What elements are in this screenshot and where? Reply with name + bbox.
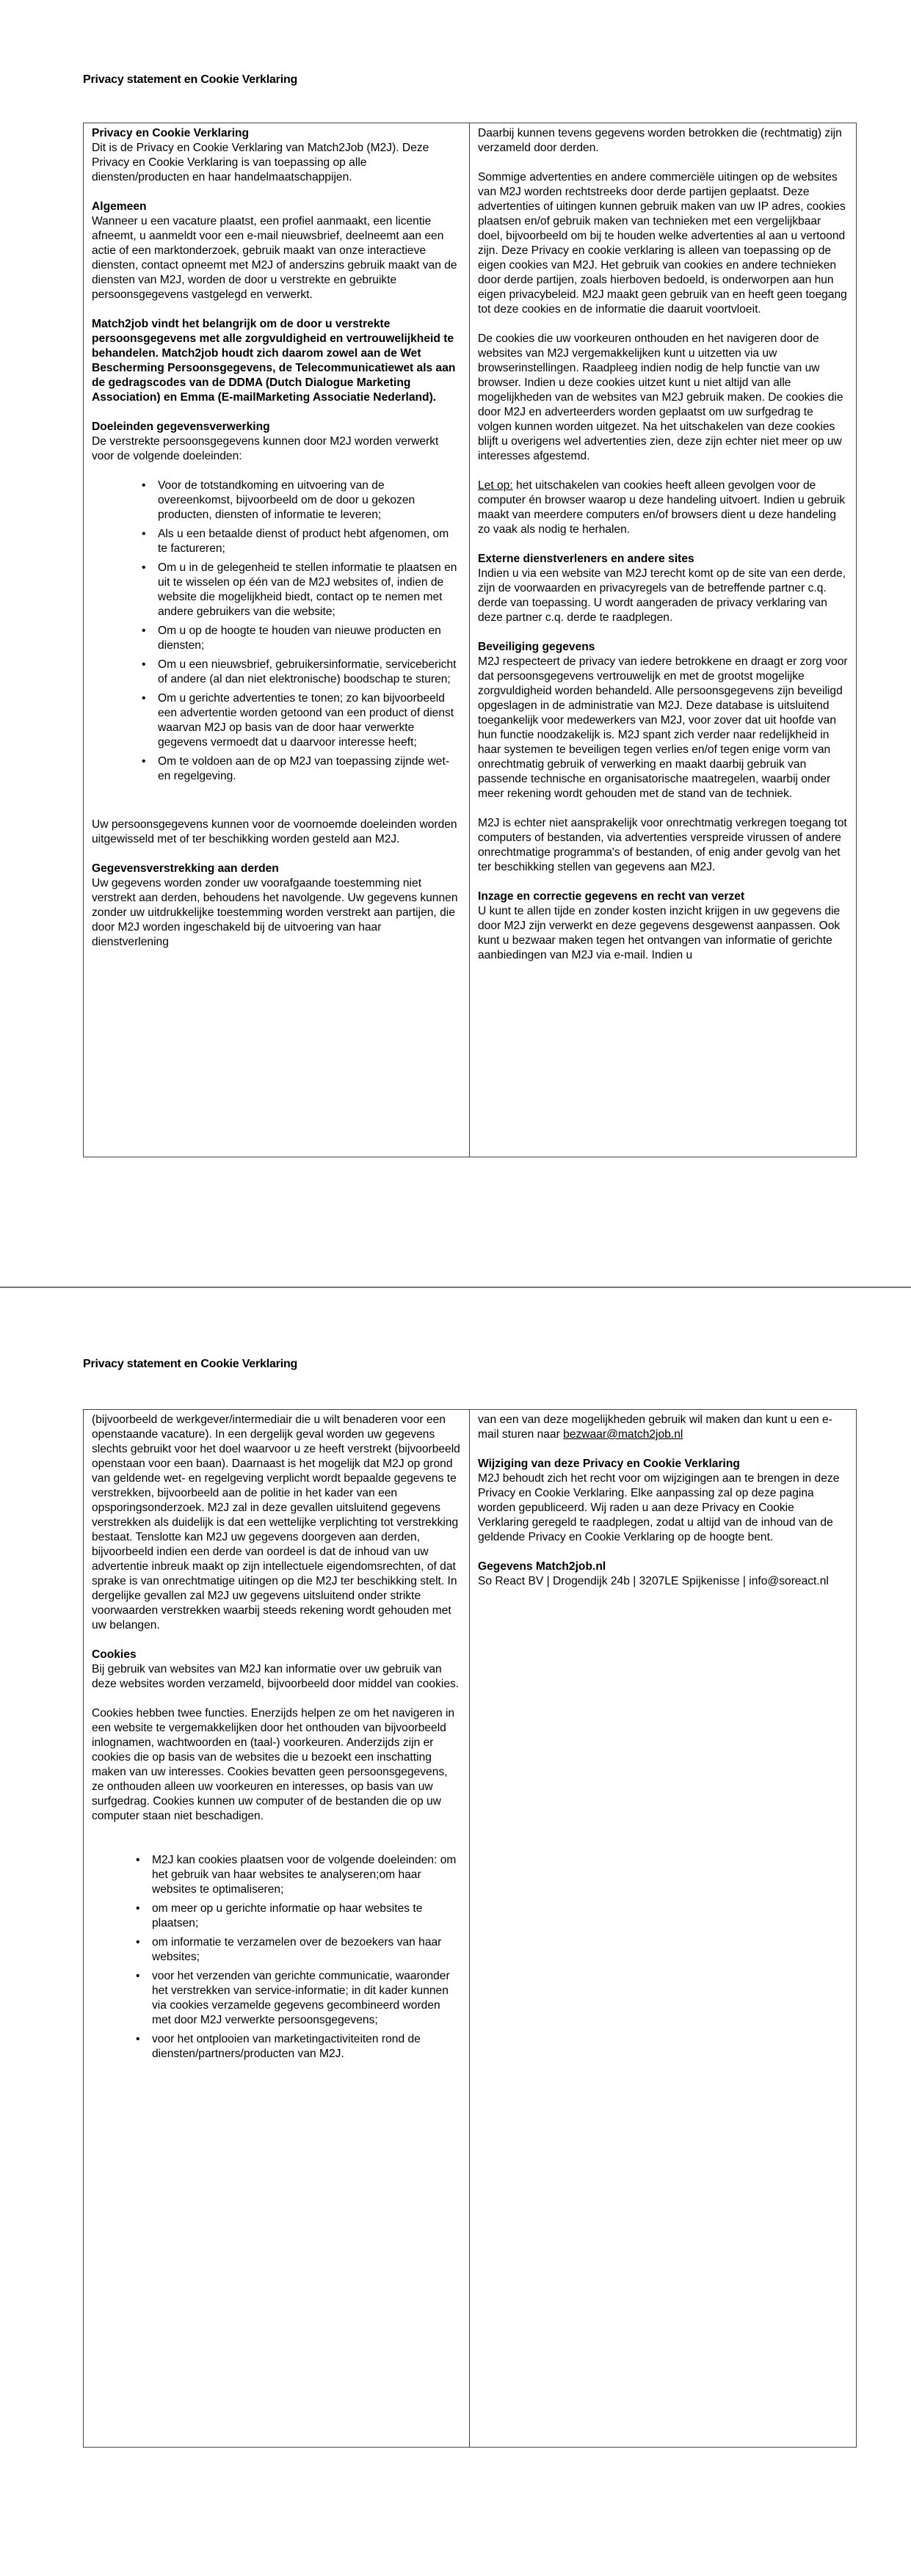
intro-paragraph: Dit is de Privacy en Cookie Verklaring van Match2Job (M2J). Deze Privacy en Cookie Verklaring is van toepassing op alle diensten/producten en haar handelmaatschappijen. bbox=[92, 142, 429, 183]
note-paragraph bbox=[478, 479, 848, 537]
bullet-icon: • bbox=[142, 625, 146, 637]
note-text: het uitschakelen van cookies heeft alleen gevolgen voor de computer én browser waarop u deze handeling uitvoert. Indien u gebruik maakt van meerdere computers en/of browsers dient u deze handeling zo vaak als nodig te herhalen. bbox=[478, 479, 846, 536]
third-parties-continued: (bijvoorbeeld de werkgever/intermediair die u wilt benaderen voor een openstaande vacature). In een dergelijk geval worden uw gegevens slechts gebruikt voor het doel waarvoor u ze heeft verstrekt (bijvoorbeeld openstaan voor een baan). Daarnaast is het mogelijk dat M2J op grond van geldende wet- en regelgeving verplicht wordt bepaalde gegevens te verstrekken, bijvoorbeeld aan de politie in het kader van een opsporingsonderzoek. M2J zal in deze gevallen uitsluitend gegevens verstrekken als duidelijk is dat een wettelijke verplichting tot verstrekking bestaat. Tenslotte kan M2J uw gegevens doorgeven aan derden, bijvoorbeeld indien een derde van oordeel is dat de inhoud van uw advertentie inbreuk maakt op zijn intellectuele eigendomsrechten, of dat sprake is van onrechtmatige uitingen op die M2J ter beschikking stelt. In dergelijke gevallen zal M2J uw gegevens uitsluitend onder strikte voorwaarden verstrekken waarbij steeds rekening wordt gehouden met uw belangen. bbox=[92, 1413, 460, 1631]
bullet-icon: • bbox=[136, 1970, 140, 1982]
bullet-icon: • bbox=[142, 561, 146, 574]
bullet-icon: • bbox=[142, 755, 146, 768]
contact-details: So React BV | Drogendijk 24b | 3207LE Spijkenisse | info@soreact.nl bbox=[478, 1575, 829, 1587]
right-column bbox=[470, 1410, 856, 2447]
changes-paragraph: M2J behoudt zich het recht voor om wijzigingen aan te brengen in deze Privacy en Cookie Verklaring. Elke aanpassing zal op deze pagina worden gepubliceerd. Wij raden u aan deze Privacy en Cookie Verklaring geregeld te raadplegen, zodat u altijd van de inhoud van de geldende Privacy en Cookie Verklaring op de hoogte bent. bbox=[478, 1472, 840, 1543]
list-item: • Als u een betaalde dienst of product hebt afgenomen, om te factureren; bbox=[142, 528, 449, 555]
list-item: • Om te voldoen aan de op M2J van toepassing zijnde wet- en regelgeving. bbox=[142, 755, 450, 782]
list-item: • voor het ontplooien van marketingactiviteiten rond de diensten/partners/producten van M2J. bbox=[136, 2033, 421, 2060]
left-column bbox=[84, 123, 470, 1157]
list-item: • Om u een nieuwsbrief, gebruikersinformatie, servicebericht of andere (al dan niet elektronische) boodschap te sturen; bbox=[142, 658, 457, 685]
page-header: Privacy statement en Cookie Verklaring bbox=[83, 1358, 298, 1370]
advertising-paragraph: Sommige advertenties en andere commerciële uitingen op de websites van M2J worden rechtstreeks door derde partijen geplaatst. Deze advertenties of uitingen kunnen gebruik maken van uw IP adres, cookies plaatsen en/of gebruik maken van technieken met een vergelijkbaar doel, bijvoorbeeld om bij te houden welke advertenties al aan u vertoond zijn. Deze Privacy en cookie verklaring is alleen van toepassing op de eigen cookies van M2J. Het gebruik van cookies en andere technieken door derde partijen, zoals hierboven bedoeld, is onderworpen aan hun eigen privacybeleid. M2J maakt geen gebruik van en heeft geen toegang tot deze cookies en de informatie die daaruit voortvloeit. bbox=[478, 171, 847, 316]
bullet-icon: • bbox=[142, 528, 146, 540]
changes-heading: Wijziging van deze Privacy en Cookie Verklaring bbox=[478, 1458, 740, 1470]
list-item: • om informatie te verzamelen over de bezoekers van haar websites; bbox=[136, 1936, 442, 1963]
bullet-icon: • bbox=[136, 1902, 140, 1915]
contact-heading: Gegevens Match2job.nl bbox=[478, 1560, 606, 1573]
bullet-icon: • bbox=[142, 479, 146, 492]
external-heading: Externe dienstverleners en andere sites bbox=[478, 553, 694, 565]
content-table bbox=[83, 1409, 857, 2448]
title-heading: Privacy en Cookie Verklaring bbox=[92, 127, 250, 139]
access-paragraph: U kunt te allen tijde en zonder kosten inzicht krijgen in uw gegevens die door M2J zijn verwerkt en deze gegevens desgewenst aanpassen. Ook kunt u bezwaar maken tegen het ontvangen van informatie of gerichte aanbiedingen van M2J via e-mail. Indien u bbox=[478, 905, 841, 961]
list-item: • Om u op de hoogte te houden van nieuwe producten en diensten; bbox=[142, 625, 441, 652]
cookies-functions-paragraph: Cookies hebben twee functies. Enerzijds helpen ze om het navigeren in een website te vergemakkelijken door het onthouden van bijvoorbeeld inlognamen, wachtwoorden en (taal-) voorkeuren. Anderzijds zijn er cookies die op basis van de websites die u bezoekt een inschatting maken van uw interesses. Cookies bevatten geen persoonsgegevens, ze onthouden alleen uw voorkeuren en interesses, op basis van uw surfgedrag. Cookies kunnen uw computer of de bestanden die op uw computer staan niet beschadigen. bbox=[92, 1707, 455, 1822]
security-heading: Beveiliging gegevens bbox=[478, 641, 595, 653]
list-item: • voor het verzenden van gerichte communicatie, waaronder het verstrekken van service-informatie; in dit kader kunnen via cookies verzamelde gegevens gecombineerd worden met door M2J verwerkte persoonsgegevens; bbox=[136, 1970, 450, 2026]
purposes-heading: Doeleinden gegevensverwerking bbox=[92, 421, 270, 433]
bullet-icon: • bbox=[136, 2033, 140, 2045]
third-parties-paragraph: Uw gegevens worden zonder uw voorafgaande toestemming niet verstrekt aan derden, behoudens het navolgende. Uw gegevens kunnen zonder uw uitdrukkelijke toestemming worden verstrekt aan partijen, die door M2J worden ingeschakeld bij de uitvoering van haar dienstverlening bbox=[92, 877, 458, 948]
content-table bbox=[83, 123, 857, 1157]
right-column bbox=[470, 123, 856, 1157]
cookies-paragraph: Bij gebruik van websites van M2J kan informatie over uw gebruik van deze websites worden verzameld, bijvoorbeeld door middel van cookies. bbox=[92, 1663, 460, 1690]
general-paragraph: Wanneer u een vacature plaatst, een profiel aanmaakt, een licentie afneemt, u aanmeldt voor een e-mail nieuwsbrief, deelneemt aan een actie of een marktonderzoek, gebruik maakt van onze interactieve diensten, contact opneemt met M2J of anderszins gebruik maakt van de diensten van M2J, worden de door u verstrekte en gebruikte persoonsgegevens vastgelegd en verwerkt. bbox=[92, 215, 457, 301]
list-item: • Voor de totstandkoming en uitvoering van de overeenkomst, bijvoorbeeld om de door u gekozen producten, diensten of informatie te leveren; bbox=[142, 479, 415, 521]
security-paragraph: M2J respecteert de privacy van iedere betrokkene en draagt er zorg voor dat persoonsgegevens vertrouwelijk en met de grootst mogelijke zorgvuldigheid worden behandeld. Alle persoonsgegevens zijn beveiligd opgeslagen in de administratie van M2J. Deze database is uitsluitend toegankelijk voor medewerkers van M2J, voor zover dat uit hoofde van hun functie noodzakelijk is. M2J spant zich verder naar redelijkheid in haar systemen te beveiligen tegen verlies en/of tegen enige vorm van onrechtmatig gebruik of verwerking en maakt daarbij gebruik van passende technische en organisatorische maatregelen, waarbij onder meer rekening wordt gehouden met de stand van de techniek. bbox=[478, 655, 848, 800]
bullet-icon: • bbox=[142, 692, 146, 705]
cookies-list bbox=[92, 1853, 461, 2062]
paragraph: Daarbij kunnen tevens gegevens worden betrokken die (rechtmatig) zijn verzameld door derden. bbox=[478, 127, 842, 154]
list-item: • Om u gerichte advertenties te tonen; zo kan bijvoorbeeld een advertentie worden getoond van een product of dienst waarvan M2J op basis van de door haar verwerkte gegevens vermoedt dat u daarvoor interesse heeft; bbox=[142, 692, 454, 749]
bullet-icon: • bbox=[136, 1854, 140, 1866]
bullet-icon: • bbox=[142, 658, 146, 671]
cookie-settings-paragraph: De cookies die uw voorkeuren onthouden en het navigeren door de websites van M2J vergemakkelijken kunt u uitzetten via uw browserinstellingen. Raadpleeg indien nodig de help functie van uw browser. Indien u deze cookies uitzet kunt u niet altijd van alle mogelijkheden van de websites van M2J gebruik maken. De cookies die door M2J en adverteerders worden geplaatst om uw surfgedrag te volgen kunnen worden uitgezet. Na het uitschakelen van deze cookies blijft u overigens wel advertenties zien, deze zijn echter niet meer op uw interesses afgestemd. bbox=[478, 332, 843, 462]
left-column bbox=[84, 1410, 470, 2447]
bold-statement: Match2job vindt het belangrijk om de door u verstrekte persoonsgegevens met alle zorgvuldigheid en vertrouwelijkheid te behandelen. Match2job houdt zich daarom zowel aan de Wet Bescherming Persoonsgegevens, de Telecommunicatiewet als aan de gedragscodes van de DDMA (Dutch Dialogue Marketing Association) en Emma (E-mailMarketing Associatie Nederland). bbox=[92, 318, 456, 404]
page-header: Privacy statement en Cookie Verklaring bbox=[83, 73, 298, 86]
list-item: • M2J kan cookies plaatsen voor de volgende doeleinden: om het gebruik van haar websites te analyseren;om haar websites te optimaliseren; bbox=[136, 1854, 457, 1896]
general-heading: Algemeen bbox=[92, 200, 147, 213]
third-parties-heading: Gegevensverstrekking aan derden bbox=[92, 862, 279, 875]
list-item: • Om u in de gelegenheid te stellen informatie te plaatsen en uit te wisselen op één van de M2J websites of, indien de website die mogelijkheid biedt, contact op te nemen met andere gebruikers van die website; bbox=[142, 561, 457, 618]
page-2 bbox=[0, 1288, 911, 2576]
purposes-intro: De verstrekte persoonsgegevens kunnen door M2J worden verwerkt voor de volgende doeleinden: bbox=[92, 435, 439, 462]
access-heading: Inzage en correctie gegevens en recht van verzet bbox=[478, 890, 745, 903]
purposes-outro: Uw persoonsgegevens kunnen voor de voornoemde doeleinden worden uitgewisseld met of ter beschikking worden gesteld aan M2J. bbox=[92, 818, 457, 845]
list-item: • om meer op u gerichte informatie op haar websites te plaatsen; bbox=[136, 1902, 423, 1929]
access-continued: van een van deze mogelijkheden gebruik wil maken dan kunt u een e-mail sturen naar bezwaar@match2job.nl bbox=[478, 1413, 832, 1441]
email-link[interactable]: bezwaar@match2job.nl bbox=[563, 1428, 683, 1441]
bullet-icon: • bbox=[136, 1936, 140, 1949]
purposes-list bbox=[92, 479, 461, 784]
note-label: Let op: bbox=[478, 479, 513, 492]
liability-paragraph: M2J is echter niet aansprakelijk voor onrechtmatig verkregen toegang tot computers of bestanden, via advertenties verspreide virussen of andere onrechtmatige programma's of bestanden, of enig ander gevolg van het ter beschikking stellen van gegevens aan M2J. bbox=[478, 817, 847, 873]
external-paragraph: Indien u via een website van M2J terecht komt op de site van een derde, zijn de voorwaarden en privacyregels van de betreffende partner c.q. derde van toepassing. U wordt aangeraden de privacy verklaring van deze partner c.q. derde te raadplegen. bbox=[478, 567, 846, 624]
cookies-heading: Cookies bbox=[92, 1648, 137, 1661]
